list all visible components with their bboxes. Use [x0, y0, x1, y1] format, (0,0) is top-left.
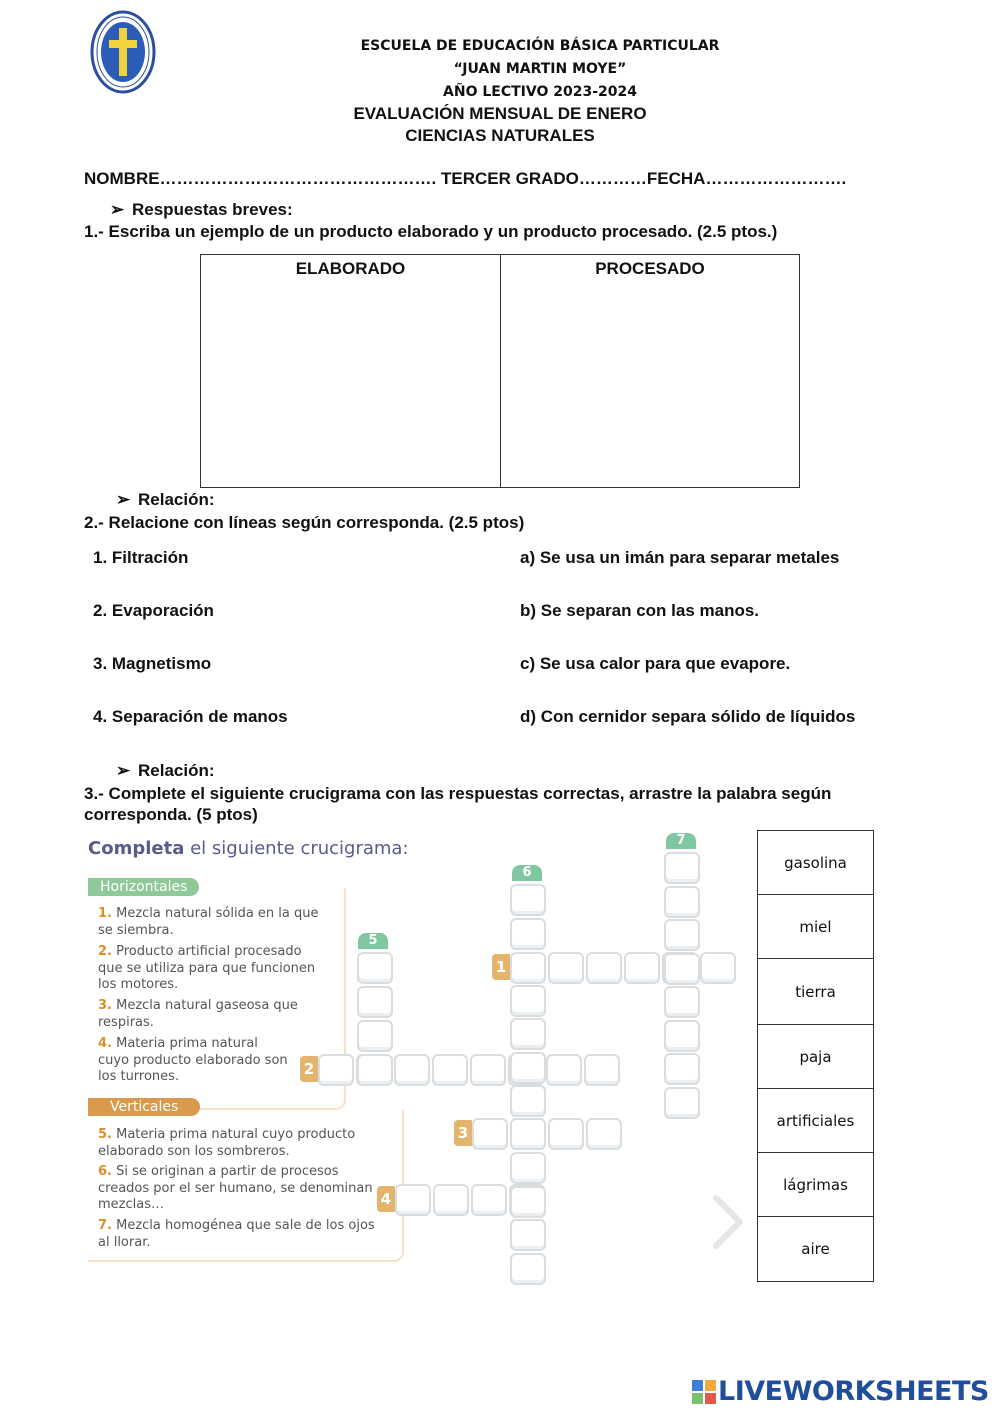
- word-paja[interactable]: paja: [757, 1024, 874, 1089]
- word-miel[interactable]: miel: [757, 894, 874, 959]
- liveworksheets-icon: [692, 1380, 716, 1404]
- match-left-1[interactable]: 1. Filtración: [93, 548, 189, 567]
- cell-h2-8[interactable]: [584, 1054, 620, 1086]
- col-procesado-header: PROCESADO: [595, 259, 705, 278]
- cell-h4-2[interactable]: [433, 1184, 469, 1216]
- crossword-title: Completa el siguiente crucigrama:: [88, 838, 409, 859]
- section1-heading: ➢ Respuestas breves:: [110, 200, 293, 219]
- cell-h3-2[interactable]: [510, 1118, 546, 1150]
- cell-h2-4[interactable]: [432, 1054, 468, 1086]
- cell-h1-3[interactable]: [586, 952, 622, 984]
- cell-h2-3[interactable]: [394, 1054, 430, 1086]
- crossword-number-2: 2: [300, 1056, 318, 1082]
- crossword-panel: [84, 828, 754, 1288]
- match-right-b[interactable]: b) Se separan con las manos.: [520, 601, 760, 620]
- bullet-arrow-icon: ➢: [116, 761, 131, 780]
- clue-v7: 7. Mezcla homogénea que sale de los ojos al llorar.: [98, 1218, 375, 1250]
- cell-v7-1[interactable]: [664, 852, 700, 884]
- cell-h4-1[interactable]: [395, 1184, 431, 1216]
- clue-h4: 4. Materia prima natural cuyo producto elaborado son los turrones.: [98, 1036, 288, 1084]
- cell-h1-2[interactable]: [548, 952, 584, 984]
- match-left-2[interactable]: 2. Evaporación: [93, 601, 214, 620]
- table-divider: [500, 255, 501, 487]
- section3-heading: ➢ Relación:: [116, 761, 215, 780]
- cell-v6-6[interactable]: [510, 1052, 546, 1084]
- cell-v7-5[interactable]: [664, 986, 700, 1018]
- bullet-arrow-icon: ➢: [116, 490, 131, 509]
- word-artificiales[interactable]: artificiales: [757, 1088, 874, 1153]
- question-2: 2.- Relacione con líneas según corresponda. (2.5 ptos): [84, 513, 525, 532]
- crossword-number-6: 6: [512, 865, 542, 881]
- word-gasolina[interactable]: gasolina: [757, 830, 874, 895]
- col-elaborado-header: ELABORADO: [295, 259, 406, 278]
- exam-title: EVALUACIÓN MENSUAL DE ENERO: [353, 104, 647, 123]
- cell-v7-7[interactable]: [664, 1053, 700, 1085]
- cell-v7-4[interactable]: [664, 953, 700, 985]
- clue-v5: 5. Materia prima natural cuyo producto elaborado son los sombreros.: [98, 1127, 356, 1159]
- cell-h3-3[interactable]: [548, 1118, 584, 1150]
- cell-h4-3[interactable]: [471, 1184, 507, 1216]
- question-1: 1.- Escriba un ejemplo de un producto elaborado y un producto procesado. (2.5 ptos.): [84, 222, 778, 241]
- vertical-label: Verticales: [88, 1098, 200, 1116]
- section2-heading: ➢ Relación:: [116, 490, 215, 509]
- match-right-d[interactable]: d) Con cernidor separa sólido de líquidos: [520, 707, 856, 726]
- cell-v7-6[interactable]: [664, 1020, 700, 1052]
- cell-h2-7[interactable]: [546, 1054, 582, 1086]
- answer-table: [200, 254, 800, 488]
- cell-h1-4[interactable]: [624, 952, 660, 984]
- cell-v5-3[interactable]: [357, 1020, 393, 1052]
- cell-v6-12[interactable]: [510, 1253, 546, 1285]
- cell-v6-7[interactable]: [510, 1085, 546, 1117]
- cell-v5-4[interactable]: [357, 1054, 393, 1086]
- crossword-grid: [84, 828, 754, 1288]
- crossword-number-7: 7: [666, 833, 696, 849]
- bullet-arrow-icon: ➢: [110, 200, 125, 219]
- crossword-number-4: 4: [377, 1186, 395, 1212]
- cell-h3-4[interactable]: [586, 1118, 622, 1150]
- chevron-right-icon: [712, 1194, 744, 1255]
- cell-v7-3[interactable]: [664, 919, 700, 951]
- clue-v6: 6. Si se originan a partir de procesos creados por el ser humano, se denominan mezclas…: [98, 1164, 373, 1212]
- cell-h2-1[interactable]: [318, 1054, 354, 1086]
- answer-elaborado-input[interactable]: [205, 285, 496, 483]
- liveworksheets-logo: LIVEWORKSHEETS: [692, 1376, 989, 1407]
- cell-v6-2[interactable]: [510, 918, 546, 950]
- cell-h2-5[interactable]: [470, 1054, 506, 1086]
- crossword-number-1: 1: [492, 954, 510, 980]
- subject-title: CIENCIAS NATURALES: [405, 126, 595, 145]
- match-left-3[interactable]: 3. Magnetismo: [93, 654, 212, 673]
- cell-v7-8[interactable]: [664, 1087, 700, 1119]
- clue-h3: 3. Mezcla natural gaseosa que respiras.: [98, 998, 298, 1030]
- cell-v6-9[interactable]: [510, 1152, 546, 1184]
- word-aire[interactable]: aire: [757, 1216, 874, 1282]
- horizontal-label: Horizontales: [88, 878, 199, 896]
- cell-v6-10[interactable]: [510, 1186, 546, 1218]
- word-lagrimas[interactable]: lágrimas: [757, 1152, 874, 1217]
- crossword-number-3: 3: [454, 1120, 472, 1146]
- school-name: ESCUELA DE EDUCACIÓN BÁSICA PARTICULAR: [360, 38, 720, 54]
- match-right-c[interactable]: c) Se usa calor para que evapore.: [520, 654, 791, 673]
- word-tierra[interactable]: tierra: [757, 958, 874, 1025]
- cell-v7-2[interactable]: [664, 886, 700, 918]
- student-info-line: NOMBRE…………………………………………. TERCER GRADO…………FECHA…………………….: [84, 169, 847, 188]
- cell-v6-4[interactable]: [510, 985, 546, 1017]
- question-3: 3.- Complete el siguiente crucigrama con las respuestas correctas, arrastre la palabra según corresponda. (5 ptos): [84, 784, 832, 824]
- crossword-number-5: 5: [358, 933, 388, 949]
- answer-procesado-input[interactable]: [505, 285, 795, 483]
- cell-h1-1[interactable]: [510, 952, 546, 984]
- cell-v5-2[interactable]: [357, 986, 393, 1018]
- cell-v6-5[interactable]: [510, 1018, 546, 1050]
- cell-v6-1[interactable]: [510, 884, 546, 916]
- cell-h3-1[interactable]: [472, 1118, 508, 1150]
- clue-h2: 2. Producto artificial procesado que se utiliza para que funcionen los motores.: [98, 944, 316, 992]
- school-subname: “JUAN MARTIN MOYE”: [453, 61, 627, 77]
- match-right-a[interactable]: a) Se usa un imán para separar metales: [520, 548, 840, 567]
- cell-v5-1[interactable]: [357, 952, 393, 984]
- cell-h1-6[interactable]: [700, 952, 736, 984]
- school-logo: [90, 10, 156, 94]
- match-left-4[interactable]: 4. Separación de manos: [93, 707, 288, 726]
- clue-h1: 1. Mezcla natural sólida en la que se siembra.: [98, 906, 319, 938]
- school-year: AÑO LECTIVO 2023-2024: [443, 84, 637, 100]
- cell-v6-11[interactable]: [510, 1219, 546, 1251]
